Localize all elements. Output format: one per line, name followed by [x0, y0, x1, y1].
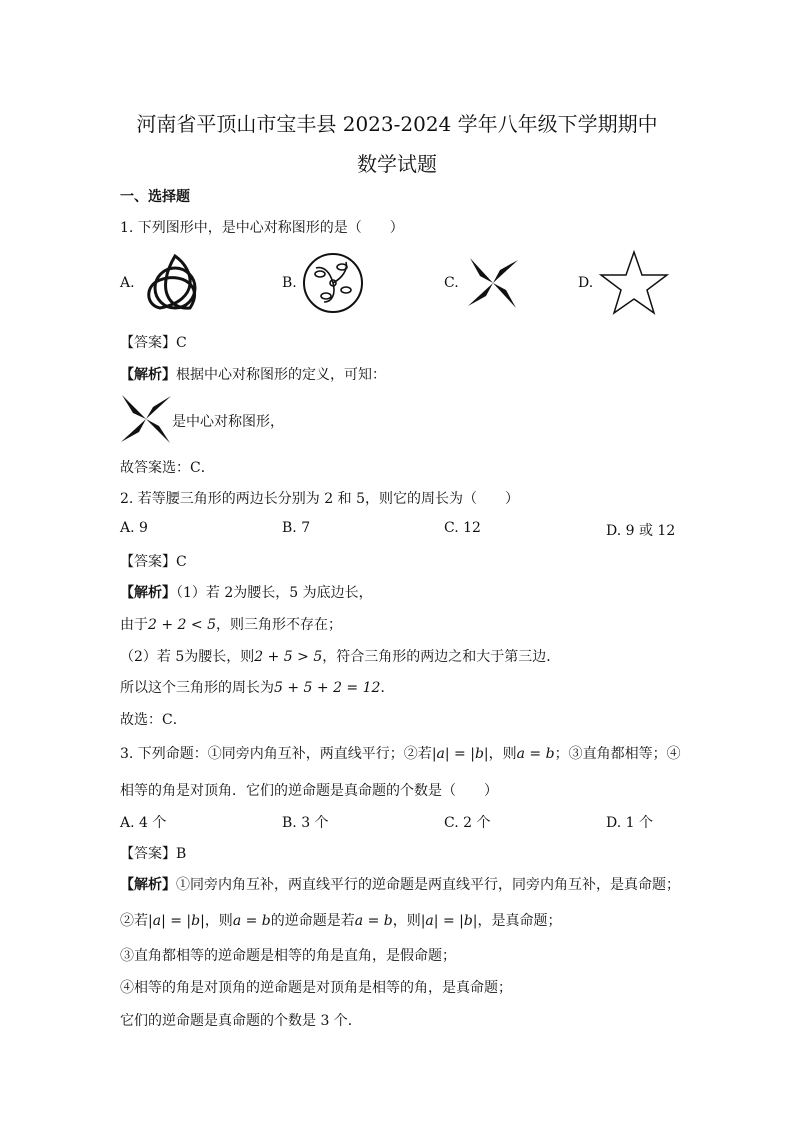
q3-line2-text-d: ，则 [392, 913, 421, 929]
question-1-stem: 1. 下列图形中，是中心对称图形的是（ ） [120, 220, 404, 236]
q3-line2-math2: a = b [232, 913, 271, 929]
triquetra-figure-icon [140, 250, 210, 315]
q3-stem-text-a: 3. 下列命题：①同旁内角互补，两直线平行；②若 [120, 746, 432, 762]
q1-option-d-label: D. [578, 275, 594, 291]
q3-option-d: D. 1 个 [606, 815, 653, 831]
q2-line2-math: 2 + 2 < 5 [148, 617, 216, 633]
floral-emblem-figure-icon [302, 252, 364, 314]
q2-option-c: C. 12 [444, 520, 481, 536]
q2-analysis-line2 [120, 614, 342, 634]
page-title: 河南省平顶山市宝丰县 2023-2024 学年八年级下学期期中 [136, 112, 658, 136]
q3-analysis-line5: 它们的逆命题是真命题的个数是 3 个． [120, 1013, 362, 1029]
q1-analysis [120, 364, 386, 384]
q3-answer: 【答案】B [120, 846, 187, 862]
star-figure-icon [598, 250, 670, 316]
q2-option-b: B. 7 [282, 520, 311, 536]
q3-option-c: C. 2 个 [444, 815, 491, 831]
q3-line2-math: |a| = |b| [148, 913, 205, 929]
q2-analysis-text: （1）若 2为腰长，5 为底边长， [176, 585, 373, 601]
q1-analysis-label: 【解析】 [120, 367, 176, 383]
question-2-stem: 2. 若等腰三角形的两边长分别为 2 和 5，则它的周长为（ ） [120, 491, 519, 507]
q2-option-a: A. 9 [120, 520, 148, 536]
pinwheel-figure-icon [466, 256, 520, 310]
q2-line3-text-a: （2）若 5为腰长，则 [120, 649, 255, 665]
q1-option-b-label: B. [282, 275, 297, 291]
q3-line2-math3: a = b [354, 913, 393, 929]
question-3-stem-line2: 相等的角是对顶角．它们的逆命题是真命题的个数是（ ） [120, 783, 498, 799]
q2-answer: 【答案】C [120, 554, 187, 570]
q3-stem-math: |a| = |b| [431, 746, 489, 762]
q1-analysis-line2: 是中心对称图形， [172, 414, 284, 430]
q2-analysis-line4 [120, 677, 394, 697]
section-heading: 一、选择题 [120, 189, 190, 205]
q2-conclusion: 故选：C． [120, 712, 187, 728]
q3-line2-math4: |a| = |b| [420, 913, 478, 929]
q3-stem-text-b: ，则 [488, 746, 517, 762]
q2-analysis-line1 [120, 582, 373, 602]
q2-line3-math: 2 + 5 > 5 [254, 649, 323, 665]
q3-analysis-line1 [120, 874, 680, 894]
q1-answer: 【答案】C [120, 335, 187, 351]
q2-analysis-line3 [120, 646, 560, 666]
q3-analysis-line2 [120, 910, 562, 930]
page-subtitle: 数学试题 [357, 152, 437, 176]
q1-option-a-label: A. [120, 275, 135, 291]
q3-option-a: A. 4 个 [120, 815, 167, 831]
q2-line4-text-a: 所以这个三角形的周长为 [120, 680, 274, 696]
q3-analysis-line4: ④相等的角是对顶角的逆命题是对顶角是相等的角，是真命题； [120, 980, 512, 996]
q2-line2-text-a: 由于 [120, 617, 148, 633]
q3-line2-text-c: 的逆命题是若 [270, 913, 355, 929]
q3-line2-text-a: ②若 [120, 913, 148, 929]
q1-analysis-text: 根据中心对称图形的定义，可知： [176, 367, 386, 383]
q2-line3-text-b: ，符合三角形的两边之和大于第三边． [322, 649, 561, 665]
q3-stem-math2: a = b [516, 746, 555, 762]
q2-line4-math: 5 + 5 + 2 = 12 [274, 680, 381, 696]
q3-analysis-text: ①同旁内角互补，两直线平行的逆命题是两直线平行，同旁内角互补，是真命题； [176, 877, 680, 893]
q3-option-b: B. 3 个 [282, 815, 329, 831]
q2-line4-text-b: ． [380, 680, 395, 696]
q2-option-d: D. 9 或 12 [606, 523, 676, 539]
q3-line2-text-e: ，是真命题； [477, 913, 562, 929]
q1-option-c-label: C. [444, 275, 459, 291]
q1-conclusion: 故答案选：C． [120, 460, 215, 476]
q3-line2-text-b: ，则 [204, 913, 233, 929]
pinwheel-answer-figure-icon [120, 394, 172, 444]
q2-analysis-label: 【解析】 [120, 585, 176, 601]
q3-analysis-label: 【解析】 [120, 877, 176, 893]
q2-line2-text-b: ，则三角形不存在； [215, 617, 342, 633]
q3-stem-text-c: ；③直角都相等；④ [554, 746, 681, 762]
question-3-stem-line1 [120, 743, 681, 763]
q3-analysis-line3: ③直角都相等的逆命题是相等的角是直角，是假命题； [120, 948, 456, 964]
